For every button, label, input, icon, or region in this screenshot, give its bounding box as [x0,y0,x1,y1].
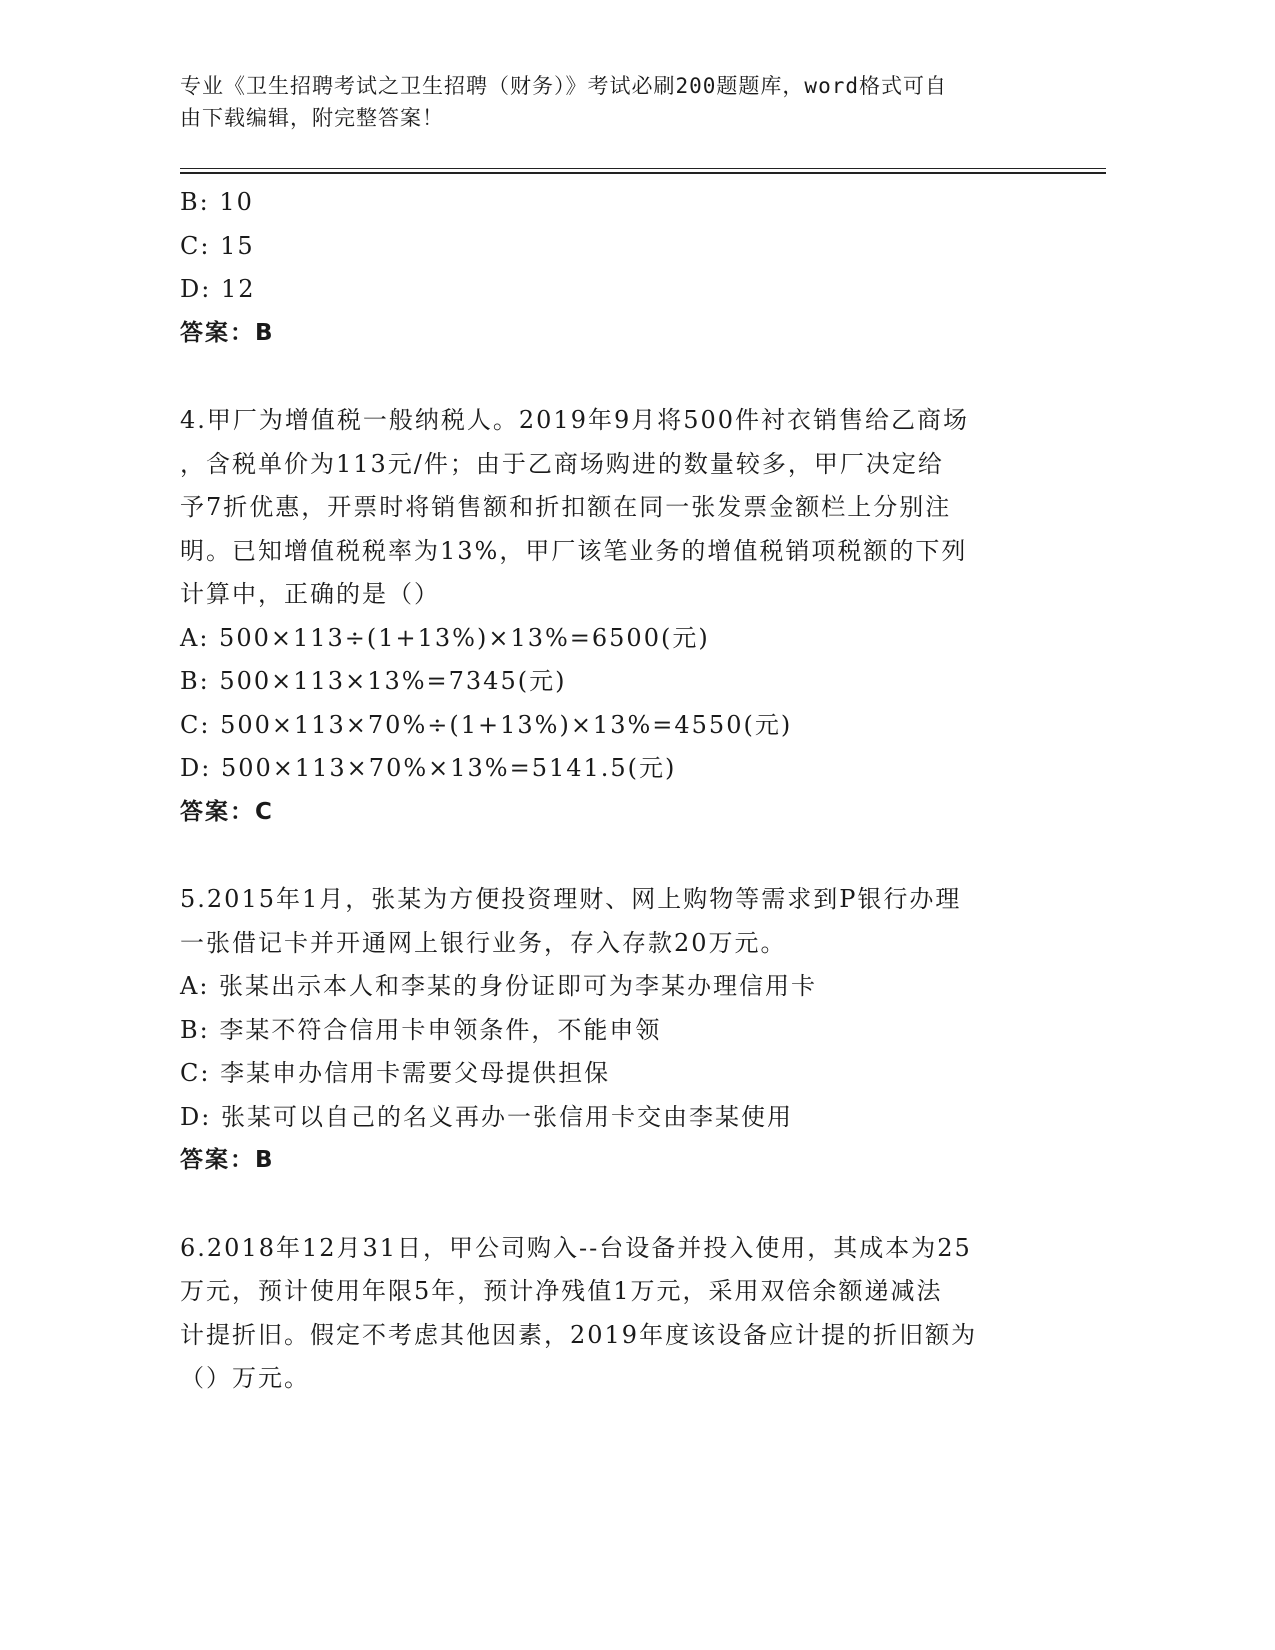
q3-option-b: B: 10 [180,188,254,216]
q4-stem-line: 计算中，正确的是（） [180,580,440,608]
q6-stem-line: 计提折旧。假定不考虑其他因素，2019年度该设备应计提的折旧额为 [180,1320,978,1349]
header-title-line-2: 由下载编辑，附完整答案！ [180,106,444,130]
q4-stem-line: ，含税单价为113元/件；由于乙商场购进的数量较多，甲厂决定给 [180,449,944,478]
q4-option-b: B: 500×113×13%=7345(元) [180,667,567,695]
header-title-line-1: 专业《卫生招聘考试之卫生招聘（财务）》考试必刷200题题库，word格式可自 [180,74,947,98]
q4-option-c: C: 500×113×70%÷(1+13%)×13%=4550(元) [180,710,793,739]
q6-stem-line: （）万元。 [180,1364,310,1392]
q4-stem-line: 予7折优惠，开票时将销售额和折扣额在同一张发票金额栏上分别注 [180,493,952,521]
spacer [180,1183,1040,1227]
q6-stem-line: 万元，预计使用年限5年，预计净残值1万元，采用双倍余额递减法 [180,1277,943,1305]
q5-answer: 答案：B [180,1147,275,1173]
q4-stem-line: 4.甲厂为增值税一般纳税人。2019年9月将500件衬衣销售给乙商场 [180,406,970,434]
document-header [180,70,1040,134]
q5-option-c: C: 李某申办信用卡需要父母提供担保 [180,1059,611,1087]
q3-answer: 答案：B [180,319,275,346]
spacer [180,355,1040,399]
q5-stem-line: 5.2015年1月，张某为方便投资理财、网上购物等需求到P银行办理 [180,885,962,913]
header-divider-thick [180,172,1106,174]
question-6 [180,1227,1040,1401]
spacer [180,834,1040,878]
q3-option-c: C: 15 [180,231,255,260]
q4-option-d: D: 500×113×70%×13%=5141.5(元) [180,754,677,782]
q5-option-b: B: 李某不符合信用卡申领条件，不能申领 [180,1015,662,1044]
question-3-tail [180,181,1040,355]
q4-answer: 答案：C [180,798,274,825]
q4-stem-line: 明。已知增值税税率为13%，甲厂该笔业务的增值税销项税额的下列 [180,536,968,565]
header-divider-thin [180,168,1106,169]
q3-option-d: D: 12 [180,275,256,303]
q5-option-d: D: 张某可以自己的名义再办一张信用卡交由李某使用 [180,1102,793,1131]
q6-stem-line: 6.2018年12月31日，甲公司购入--台设备并投入使用，其成本为25 [180,1233,972,1262]
q4-option-a: A: 500×113÷(1+13%)×13%=6500(元) [180,623,710,652]
question-4 [180,399,1040,834]
question-5 [180,878,1040,1183]
question-content [180,181,1040,1401]
q5-stem-line: 一张借记卡并开通网上银行业务，存入存款20万元。 [180,928,787,957]
q5-option-a: A: 张某出示本人和李某的身份证即可为李某办理信用卡 [180,972,818,1000]
